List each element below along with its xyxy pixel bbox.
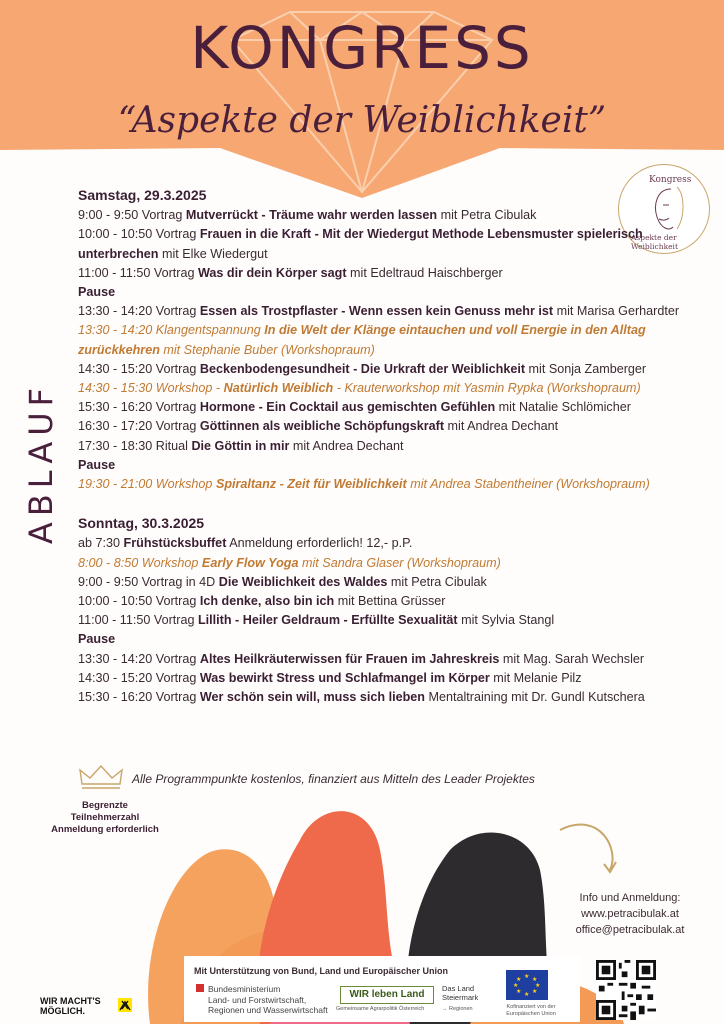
row-kind: Workshop — [141, 555, 202, 570]
steiermark-line-2: Steiermark — [442, 993, 479, 1002]
row-kind: Workshop - — [155, 381, 224, 396]
row-kind: Vortrag — [155, 690, 200, 705]
program-row — [78, 534, 698, 553]
raiffeisen-logo — [40, 996, 101, 1016]
row-title: Frühstücksbuffet — [123, 536, 227, 551]
row-title: Frauen in die Kraft - Mit der Wiedergut Methode Lebensmuster spielerisch unterbrechen — [78, 227, 643, 261]
saturday-program — [78, 206, 698, 494]
sponsor-bar — [184, 956, 580, 1022]
row-speaker: mit Marisa Gerhardter — [553, 304, 680, 319]
contact-info — [560, 890, 700, 938]
row-kind: Vortrag — [141, 208, 186, 223]
row-kind: Workshop — [155, 477, 216, 492]
row-kind: Vortrag — [155, 594, 200, 609]
row-speaker: mit Stephanie Buber (Workshopraum) — [159, 342, 375, 357]
row-speaker: mit Andrea Stabentheiner (Workshopraum) — [406, 477, 650, 492]
limited-line-3: Anmeldung erforderlich — [51, 824, 159, 835]
program-row — [78, 417, 698, 436]
program-row — [78, 573, 698, 592]
ministry-line-3: Regionen und Wasserwirtschaft — [208, 1005, 328, 1015]
page-title: KONGRESS — [190, 14, 534, 82]
program-row — [78, 592, 698, 611]
row-title: Was dir dein Körper sagt — [197, 265, 347, 280]
program-row — [78, 379, 698, 398]
row-kind: Klangentspannung — [155, 323, 265, 338]
row-kind: Vortrag — [155, 670, 200, 685]
page-subtitle: “Aspekte der Weiblichkeit” — [117, 100, 607, 141]
program-row — [78, 475, 698, 494]
row-speaker: mit Petra Cibulak — [387, 574, 487, 589]
sunday-program — [78, 534, 698, 707]
row-time: 10:00 - 10:50 — [78, 227, 156, 242]
steiermark-logo — [442, 984, 492, 1002]
funding-note-text: Alle Programmpunkte kostenlos, finanziert aus Mitteln des Leader Projektes — [132, 772, 535, 786]
row-kind: Ritual — [155, 438, 192, 453]
row-title: Die Göttin in mir — [191, 438, 290, 453]
side-label-box — [18, 380, 62, 550]
row-time: 14:30 - 15:20 — [78, 670, 156, 685]
program-row — [78, 669, 698, 688]
row-time: 16:30 - 17:20 — [78, 419, 156, 434]
pause-row: Pause — [78, 632, 116, 647]
wir-leben-land-logo: WIR leben Land — [340, 986, 434, 1004]
row-speaker: mit Elke Wiedergut — [158, 246, 268, 261]
row-time: 14:30 - 15:20 — [78, 361, 156, 376]
row-time: 17:30 - 18:30 — [78, 438, 156, 453]
row-speaker: mit Andrea Dechant — [289, 438, 404, 453]
pause-row: Pause — [78, 457, 116, 472]
program-row — [78, 321, 698, 359]
program — [78, 186, 698, 707]
row-title: Göttinnen als weibliche Schöpfungskraft — [199, 419, 445, 434]
row-time: 10:00 - 10:50 — [78, 594, 156, 609]
row-kind: Vortrag — [153, 613, 198, 628]
row-time: 9:00 - 9:50 — [78, 208, 142, 223]
saturday-heading: Samstag, 29.3.2025 — [78, 187, 207, 203]
row-time: 11:00 - 11:50 — [78, 613, 154, 628]
program-row — [78, 398, 698, 417]
program-row — [78, 302, 698, 321]
row-speaker: mit Natalie Schlömicher — [495, 400, 631, 415]
ministry-line-1: Bundesministerium — [208, 984, 281, 994]
row-title: Die Weiblichkeit des Waldes — [218, 574, 388, 589]
row-title: Was bewirkt Stress und Schlafmangel im Körper — [199, 670, 490, 685]
row-time: 13:30 - 14:20 — [78, 323, 156, 338]
row-time: 14:30 - 15:30 — [78, 381, 156, 396]
austria-flag-icon — [196, 984, 204, 992]
website-link[interactable]: www.petracibulak.at — [581, 908, 679, 920]
program-row — [78, 264, 698, 283]
contact-heading: Info und Anmeldung: — [579, 892, 681, 904]
row-time: 19:30 - 21:00 — [78, 477, 156, 492]
row-kind: Vortrag — [155, 400, 200, 415]
row-time: 13:30 - 14:20 — [78, 304, 156, 319]
email-link[interactable]: office@petracibulak.at — [575, 924, 685, 936]
row-kind: Vortrag — [155, 651, 200, 666]
sunday-heading: Sonntag, 30.3.2025 — [78, 515, 205, 532]
row-title: Natürlich Weiblich — [223, 381, 334, 396]
eu-flag-icon: ★ ★ ★ ★ ★ ★ ★ ★ — [506, 970, 548, 1000]
program-row — [78, 611, 698, 630]
row-time: 9:00 - 9:50 — [78, 574, 142, 589]
row-kind: Vortrag in 4D — [141, 574, 219, 589]
row-title: Wer schön sein will, muss sich lieben — [199, 690, 425, 705]
limited-line-2: Teilnehmerzahl — [70, 812, 140, 823]
ministry-logo — [196, 984, 328, 1016]
program-row — [78, 554, 698, 573]
wir-leben-land-subtitle: Gemeinsame Agrarpolitik Österreich — [336, 1006, 425, 1012]
row-time: 15:30 - 16:20 — [78, 400, 156, 415]
row-speaker: - Krauterworkshop mit Yasmin Rypka (Workshopraum) — [333, 381, 641, 396]
program-row — [78, 225, 698, 263]
sponsor-title: Mit Unterstützung von Bund, Land und Europäischer Union — [194, 966, 448, 976]
side-label: ABLAUF — [22, 381, 60, 545]
row-time: ab 7:30 — [78, 536, 124, 551]
steiermark-subtitle: → Regionen — [442, 1006, 473, 1012]
logo-top-text: Kongress — [649, 175, 692, 185]
logo-bottom-text: Aspekte der Weiblichkeit — [631, 233, 678, 251]
row-time: 11:00 - 11:50 — [78, 265, 154, 280]
row-speaker: mit Sylvia Stangl — [457, 613, 555, 628]
row-speaker: mit Mag. Sarah Wechsler — [499, 651, 645, 666]
steiermark-line-1: Das Land — [442, 984, 475, 993]
row-title: Early Flow Yoga — [201, 555, 299, 570]
row-kind: Vortrag — [155, 227, 200, 242]
row-kind: Vortrag — [155, 361, 200, 376]
program-row — [78, 206, 698, 225]
eu-caption: Kofinanziert von der Europäischen Union — [506, 1004, 556, 1017]
row-speaker: mit Edeltraud Haischberger — [346, 265, 503, 280]
header-banner — [0, 0, 724, 200]
raiffeisen-gable-icon — [118, 998, 132, 1012]
row-time: 8:00 - 8:50 — [78, 555, 142, 570]
row-speaker: mit Petra Cibulak — [437, 208, 537, 223]
row-kind: Vortrag — [153, 265, 198, 280]
qr-code[interactable] — [596, 960, 656, 1020]
row-speaker: mit Sonja Zamberger — [525, 361, 647, 376]
program-row — [78, 360, 698, 379]
row-title: Beckenbodengesundheit - Die Urkraft der Weiblichkeit — [199, 361, 526, 376]
row-time: 15:30 - 16:20 — [78, 690, 156, 705]
raiffeisen-line-2: MÖGLICH. — [40, 1006, 85, 1016]
row-title: Altes Heilkräuterwissen für Frauen im Jahreskreis — [199, 651, 500, 666]
row-speaker: mit Melanie Pilz — [489, 670, 582, 685]
row-kind: Vortrag — [155, 304, 200, 319]
row-title: In die Welt der Klänge eintauchen und voll Energie in den Alltag zurückkehren — [78, 323, 646, 357]
row-speaker: mit Andrea Dechant — [444, 419, 559, 434]
raiffeisen-line-1: WIR MACHT'S — [40, 996, 101, 1006]
row-title: Essen als Trostpflaster - Wenn essen kein Genuss mehr ist — [199, 304, 554, 319]
day-spacer — [78, 494, 698, 514]
program-row — [78, 437, 698, 456]
limited-line-1: Begrenzte — [82, 800, 128, 811]
program-row — [78, 650, 698, 669]
row-speaker: mit Bettina Grüsser — [334, 594, 446, 609]
arrow-icon — [560, 825, 613, 870]
row-speaker: mit Sandra Glaser (Workshopraum) — [298, 555, 501, 570]
row-title: Ich denke, also bin ich — [199, 594, 335, 609]
pause-row: Pause — [78, 285, 116, 300]
row-speaker: Anmeldung erforderlich! 12,- p.P. — [226, 536, 413, 551]
row-title: Hormone - Ein Cocktail aus gemischten Gefühlen — [199, 400, 496, 415]
ministry-line-2: Land- und Forstwirtschaft, — [208, 994, 307, 1005]
row-title: Mutverrückt - Träume wahr werden lassen — [185, 208, 438, 223]
row-title: Lillith - Heiler Geldraum - Erfüllte Sexualität — [197, 613, 458, 628]
program-row — [78, 688, 698, 707]
row-speaker: Mentaltraining mit Dr. Gundl Kutschera — [424, 690, 645, 705]
row-time: 13:30 - 14:20 — [78, 651, 156, 666]
row-title: Spiraltanz - Zeit für Weiblichkeit — [215, 477, 407, 492]
row-kind: Vortrag — [155, 419, 200, 434]
